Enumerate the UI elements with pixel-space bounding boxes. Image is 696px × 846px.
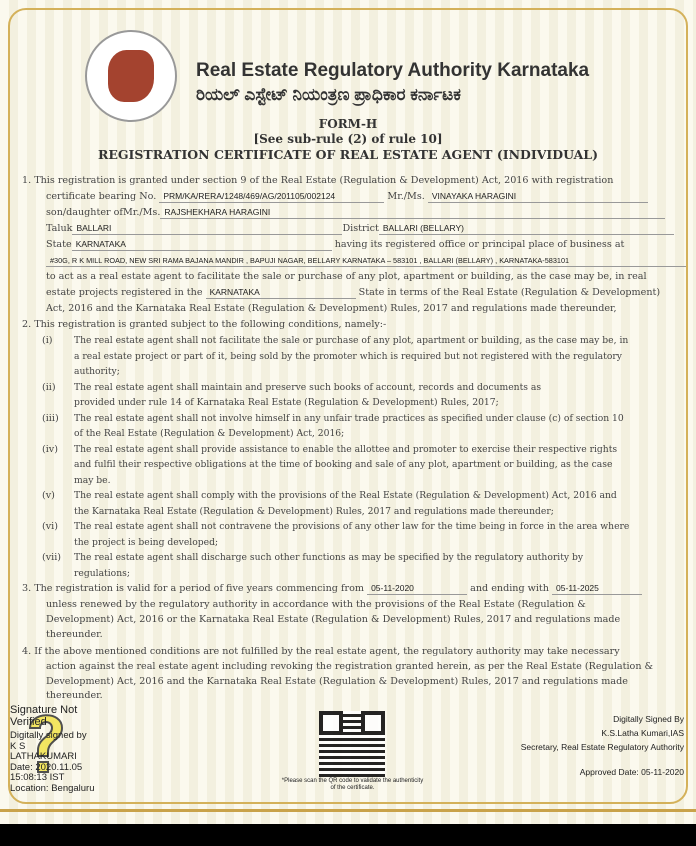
signature-status: Signature Not Verified [10,704,78,728]
para1-line: State KARNATAKA having its registered office or principal place of business at [46,239,625,250]
certificate-heading: REGISTRATION CERTIFICATE OF REAL ESTATE AGENT (INDIVIDUAL) [97,147,599,162]
condition-number: (iv) [42,443,58,455]
para4-line: thereunder. [46,690,103,701]
state: KARNATAKA [72,239,332,251]
condition-number: (v) [42,490,55,501]
condition-text: of the Real Estate (Regulation & Development) Act, 2016; [74,428,345,439]
parent-name: RAJSHEKHARA HARAGINI [160,207,665,219]
para1-line: son/daughter ofMr./Ms. RAJSHEKHARA HARAGINI [46,207,665,219]
para2-intro: 2. This registration is granted subject to the following conditions, namely:- [22,319,387,330]
approved-date: Approved Date: 05-11-2020 [579,767,684,777]
valid-from: 05-11-2020 [367,583,467,595]
reg-number: PRM/KA/RERA/1248/469/AG/201105/002124 [159,191,384,203]
para1-line: 1. This registration is granted under section 9 of the Real Estate (Regulation & Development) Act, 2016 with registration [22,175,614,186]
condition-text: a real estate project or part of it, being sold by the promoter which is required but not registered with the regulatory [74,350,622,362]
para3-line: Development) Act, 2016 or the Karnataka Real Estate (Regulation & Development) Rules, 2017 and regulations made [46,614,621,625]
digital-signature-block: Digitally signed by K S LATHAKUMARI Date: 2020.11.05 15:08:13 IST Location: Bengaluru [10,730,95,794]
condition-text: The real estate agent shall discharge such other functions as may be specified by the regulatory authority by [74,552,584,563]
validity-line: 3. The registration is valid for a period of five years commencing from 05-11-2020 and ending with 05-11-2025 [22,583,642,595]
condition-text: the Karnataka Real Estate (Regulation & Development) Rules, 2017 and regulations made thereunder; [74,505,554,517]
authority-title-kannada: ರಿಯಲ್ ಎಸ್ಟೇಟ್ ನಿಯಂತ್ರಣ ಪ್ರಾಧಿಕಾರ ಕರ್ನಾಟಕ [196,85,461,104]
condition-text: The real estate agent shall not facilitate the sale or purchase of any plot, apartment or building, as the case may be, in [74,335,629,346]
border-line [0,809,696,812]
business-address: #30G, R K MILL ROAD, NEW SRI RAMA BAJANA MANDIR , BAPUJI NAGAR, BELLARY KARNATAKA – 583101 , BALLARI (BELLARY) , KARNATAKA-583101 [46,255,686,267]
condition-number: (vi) [42,521,58,532]
condition-text: The real estate agent shall not contravene the provisions of any other law for the time being in force in the area where [74,521,630,532]
condition-number: (vii) [42,552,62,563]
condition-text: The real estate agent shall not involve himself in any unfair trade practices as specified under clause (c) of section 10 [74,412,624,424]
valid-to: 05-11-2025 [552,583,642,595]
taluk: BALLARI [72,223,342,235]
para4-line: Development) Act, 2016 and the Karnataka Real Estate (Regulation & Development) Rules, 2017 and regulations made [46,676,628,687]
condition-number: (iii) [42,412,59,424]
condition-text: the project is being developed; [74,536,219,548]
form-name: FORM-H [318,117,378,131]
condition-text: provided under rule 14 of Karnataka Real Estate (Regulation & Development) Rules, 2017; [74,397,499,408]
condition-text: The real estate agent shall maintain and preserve such books of account, records and documents as [74,381,542,393]
para1-line [46,255,686,267]
para3-line: unless renewed by the regulatory authority in accordance with the provisions of the Real Estate (Regulation & [46,599,586,610]
para1-line: Act, 2016 and the Karnataka Real Estate (Regulation & Development) Rules, 2017 and regulations made thereunder, [46,303,617,314]
condition-text: authority; [74,366,120,377]
para3-line: thereunder. [46,629,103,640]
qr-code[interactable] [319,711,385,777]
agent-name: VINAYAKA HARAGINI [428,191,648,203]
form-subrule: [See sub-rule (2) of rule 10] [253,132,443,146]
karnataka-map-icon [108,50,154,102]
para1-line: certificate bearing No. PRM/KA/RERA/1248/469/AG/201105/002124 Mr./Ms. VINAYAKA HARAGINI [46,191,648,203]
para1-line: estate projects registered in the KARNATAKA State in terms of the Real Estate (Regulation & Development) [46,287,661,298]
project-state: KARNATAKA [206,287,356,299]
signer-designation: Secretary, Real Estate Regulatory Authority [520,742,684,752]
condition-text: and fulfil their respective obligations at the time of booking and sale of any plot, apartment or building, as the case [74,459,613,470]
condition-number: (ii) [42,381,56,393]
authority-title: Real Estate Regulatory Authority Karnataka [196,60,590,81]
signer-label: Digitally Signed By [613,714,684,724]
district: BALLARI (BELLARY) [379,223,674,235]
condition-number: (i) [42,335,53,346]
para1-line: Taluk BALLARI District BALLARI (BELLARY) [46,223,674,235]
para4-line: action against the real estate agent including revoking the registration granted herein, as per the Real Estate (Regulation & [46,661,654,672]
rera-logo [85,30,177,122]
condition-text: regulations; [74,567,130,579]
para4-line: 4. If the above mentioned conditions are not fulfilled by the real estate agent, the regulatory authority may take necessary [22,646,620,657]
qr-note: *Please scan the QR code to validate the authenticity of the certificate. [281,778,424,791]
condition-text: may be. [74,474,111,486]
para1-line: to act as a real estate agent to facilitate the sale or purchase of any plot, apartment or building, as the case may be, in real [46,271,647,282]
signer-name: K.S.Latha Kumari,IAS [601,728,684,738]
condition-text: The real estate agent shall comply with the provisions of the Real Estate (Regulation & Development) Act, 2016 and [74,490,617,501]
condition-text: The real estate agent shall provide assistance to enable the allottee and promoter to exercise their respective rights [74,443,618,455]
